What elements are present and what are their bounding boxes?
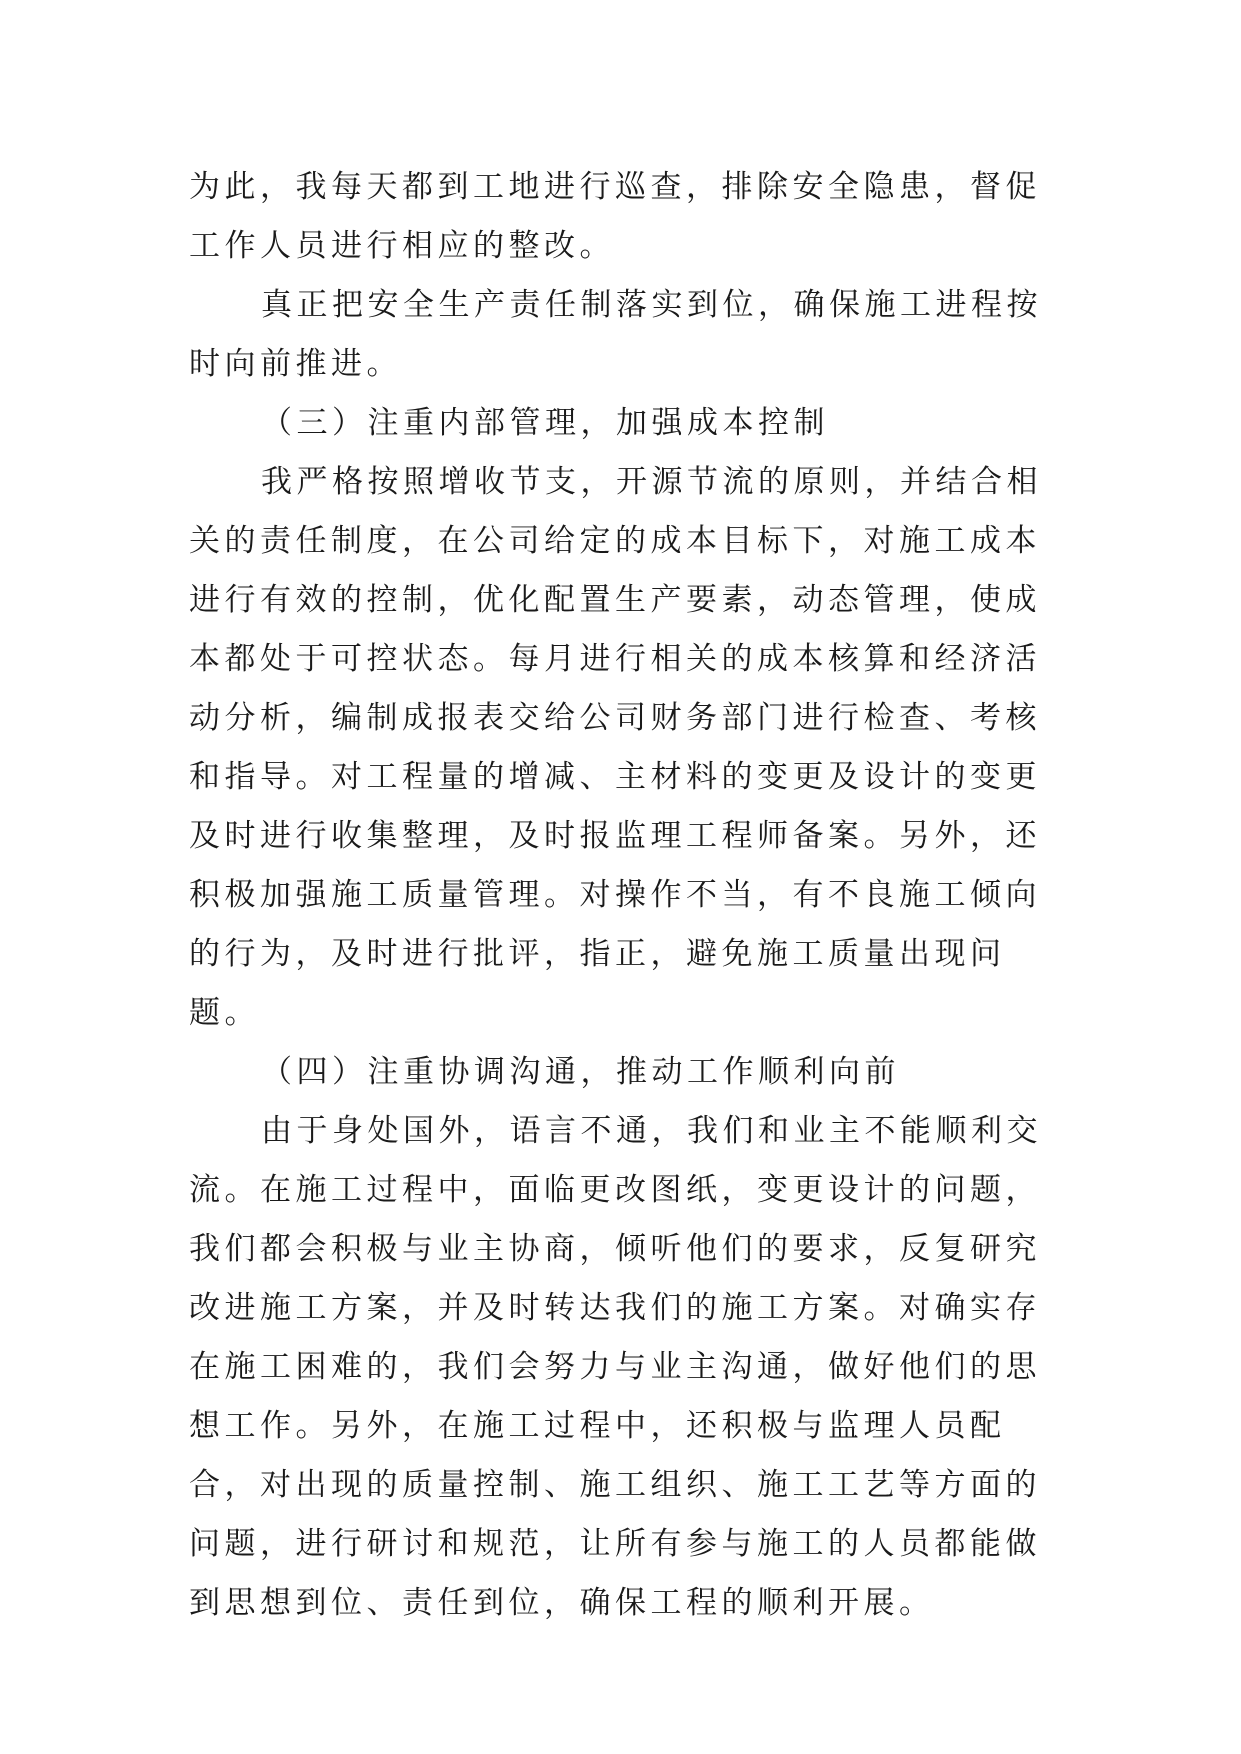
- section-heading-coordination: （四）注重协调沟通，推动工作顺利向前: [261, 1054, 900, 1090]
- paragraph-cost-control: 我严格按照增收节支，开源节流的原则，并结合相关的责任制度，在公司给定的成本目标下，对施工成本进行有效的控制，优化配置生产要素，动态管理，使成本都处于可控状态。每月进行相关的成本核算和经济活动分析，编制成报表交给公司财务部门进行检查、考核和指导。对工程量的增减、主材料的变更及设计的变更及时进行收集整理，及时报监理工程师备案。另外，还积极加强施工质量管理。对操作不当，有不良施工倾向的行为，及时进行批评，指正，避免施工质量出现问题。: [189, 464, 1042, 1031]
- paragraph-safety-inspection: 为此，我每天都到工地进行巡查，排除安全隐患，督促工作人员进行相应的整改。: [189, 169, 1041, 264]
- paragraph-coordination: 由于身处国外，语言不通，我们和业主不能顺利交流。在施工过程中，面临更改图纸，变更设计的问题，我们都会积极与业主协商，倾听他们的要求，反复研究改进施工方案，并及时转达我们的施工方案。对确实存在施工困难的，我们会努力与业主沟通，做好他们的思想工作。另外，在施工过程中，还积极与监理人员配合，对出现的质量控制、施工组织、施工工艺等方面的问题，进行研讨和规范，让所有参与施工的人员都能做到思想到位、责任到位，确保工程的顺利开展。: [189, 1113, 1042, 1621]
- document-body: [189, 158, 1069, 1633]
- paragraph-safety-responsibility: 真正把安全生产责任制落实到位，确保施工进程按时向前推进。: [189, 287, 1042, 382]
- section-heading-cost-control: （三）注重内部管理，加强成本控制: [261, 405, 829, 441]
